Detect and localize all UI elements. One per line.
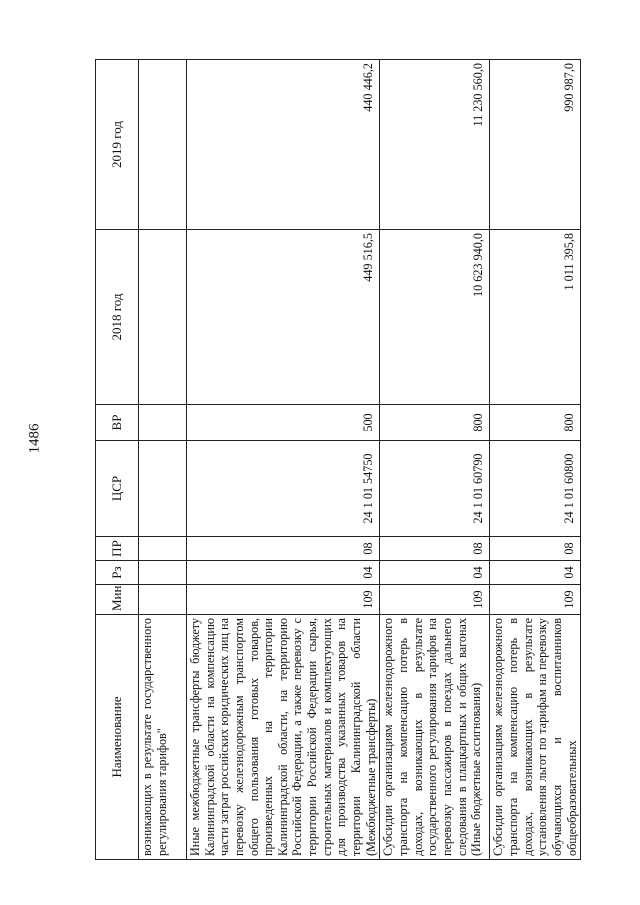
header-2018: 2018 год: [96, 230, 139, 405]
budget-table: [95, 59, 581, 860]
row-name: Субсидии организациям железнодорожного транспорта на компенсацию потерь в доходах, возникающих в результате установления льгот по тарифам на перевозку обучающихся и воспитанников общеобразовательных: [490, 615, 581, 860]
row-rz: 04: [490, 561, 581, 585]
header-vr: ВР: [96, 405, 139, 441]
row-vr: [139, 405, 187, 441]
header-pr: ПР: [96, 537, 139, 561]
row-csr: 24 1 01 54750: [187, 441, 380, 537]
row-2019: 990 987,0: [490, 60, 581, 230]
row-name: Субсидии организациям железнодорожного транспорта на компенсацию потерь в доходах, возникающих в результате государственного регулирования тарифов на перевозку пассажиров в поездах дальнего следования в плацкартных и общих вагонах (Иные бюджетные ассигнования): [380, 615, 490, 860]
row-min: 109: [490, 585, 581, 615]
row-rz: [139, 561, 187, 585]
row-2018: 449 516,5: [187, 230, 380, 405]
header-min: Мин: [96, 585, 139, 615]
row-2018: 10 623 940,0: [380, 230, 490, 405]
table-header-row: [96, 60, 139, 860]
row-name: Иные межбюджетные трансферты бюджету Калининградской области на компенсацию части затрат российских юридических лиц на перевозку железнодорожным транспортом общего пользования готовых товаров, произведенных на территории Калининградской области, на территорию Российской Федерации, а также перевозку с территории Российской Федерации сырья, строительных материалов и комплектующих для производства указанных товаров на территории Калининградской области (Межбюджетные трансферты): [187, 615, 380, 860]
row-2019: 11 230 560,0: [380, 60, 490, 230]
row-vr: 500: [187, 405, 380, 441]
row-2018: [139, 230, 187, 405]
header-name: Наименование: [96, 615, 139, 860]
row-csr: 24 1 01 60790: [380, 441, 490, 537]
row-csr: [139, 441, 187, 537]
header-rz: Рз: [96, 561, 139, 585]
row-rz: 04: [187, 561, 380, 585]
row-vr: 800: [490, 405, 581, 441]
row-pr: [139, 537, 187, 561]
row-pr: 08: [187, 537, 380, 561]
header-2019: 2019 год: [96, 60, 139, 230]
row-pr: 08: [380, 537, 490, 561]
row-min: [139, 585, 187, 615]
page-number-text: 1486: [26, 423, 43, 454]
rotated-table-container: [95, 60, 579, 860]
header-csr: ЦСР: [96, 441, 139, 537]
row-name: возникающих в результате государственного регулирования тарифов": [139, 615, 187, 860]
row-2019: [139, 60, 187, 230]
row-2018: 1 011 395,8: [490, 230, 581, 405]
row-min: 109: [380, 585, 490, 615]
row-pr: 08: [490, 537, 581, 561]
table-row: [139, 60, 187, 860]
table-row: [187, 60, 380, 860]
row-vr: 800: [380, 405, 490, 441]
row-2019: 440 446,2: [187, 60, 380, 230]
table-row: [490, 60, 581, 860]
row-csr: 24 1 01 60800: [490, 441, 581, 537]
table-row: [380, 60, 490, 860]
row-rz: 04: [380, 561, 490, 585]
row-min: 109: [187, 585, 380, 615]
